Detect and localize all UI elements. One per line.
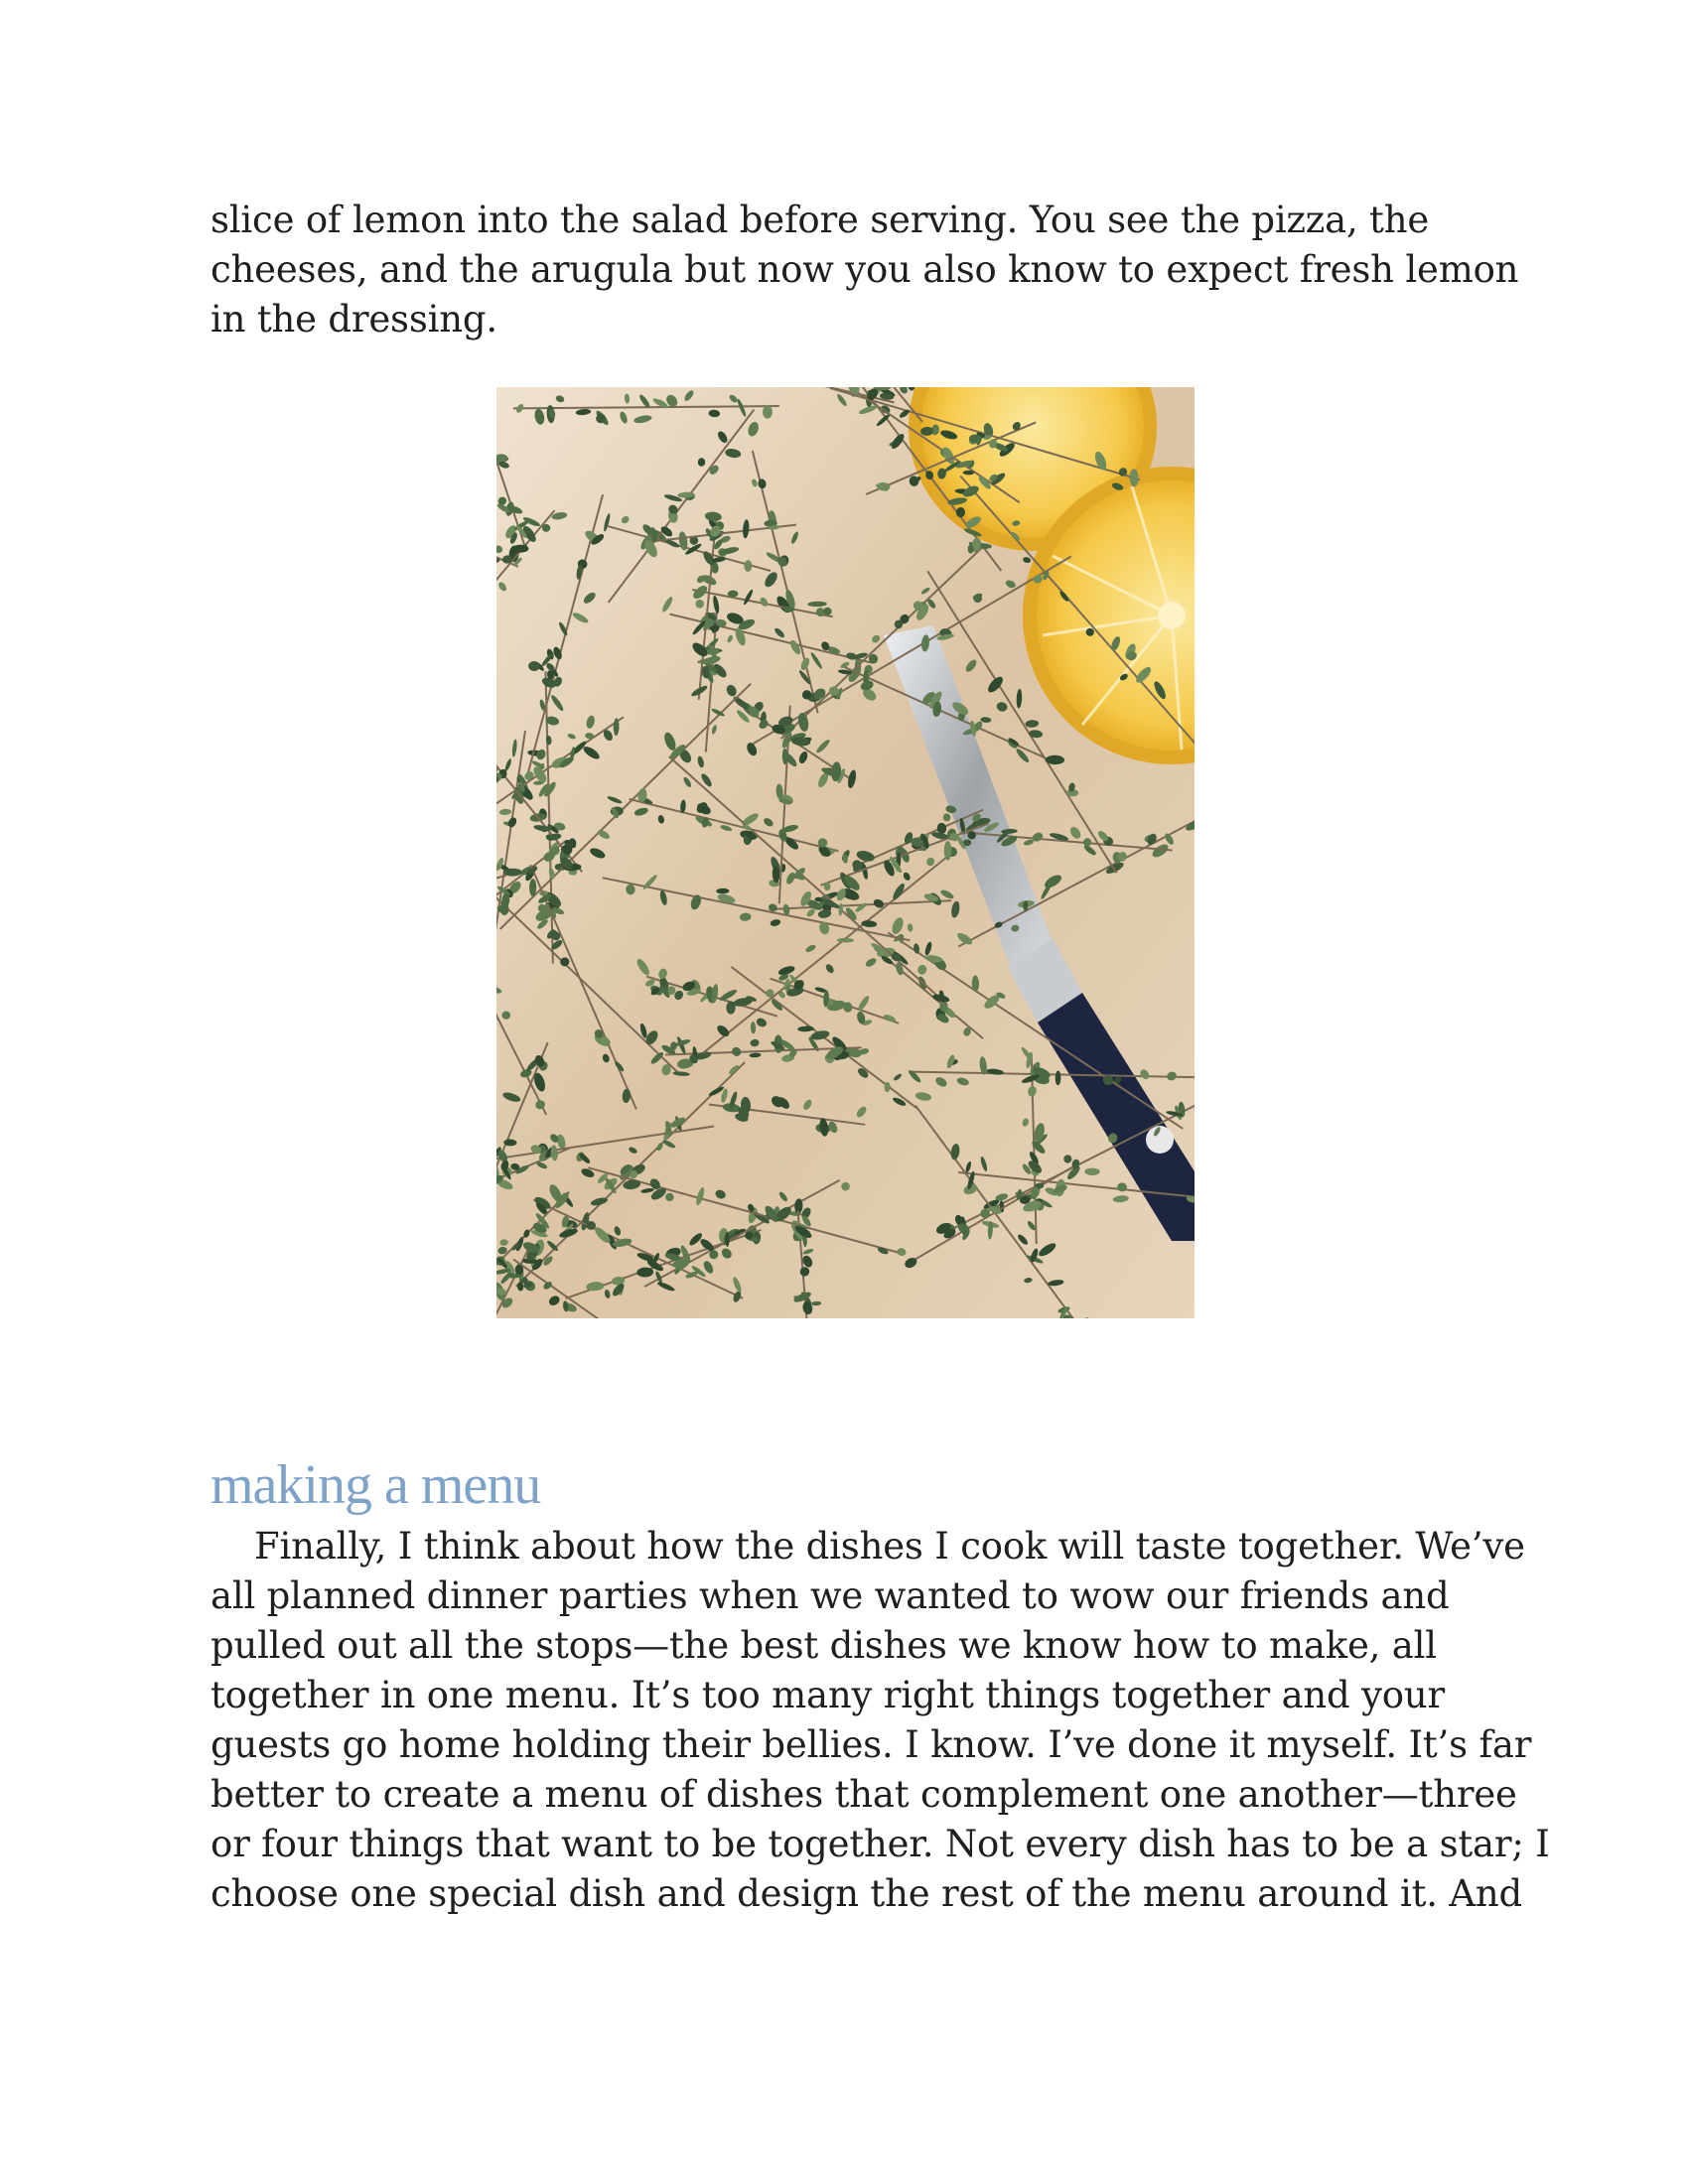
text-line: together in one menu. It’s too many right things together and your — [211, 1674, 1445, 1716]
text-line: guests go home holding their bellies. I know. I’ve done it myself. It’s far — [211, 1723, 1532, 1766]
text-line: or four things that want to be together. Not every dish has to be a star; I — [211, 1823, 1550, 1865]
body-paragraph — [211, 1522, 1550, 1919]
text-line: pulled out all the stops—the best dishes we know how to make, all — [211, 1624, 1437, 1667]
text-line: choose one special dish and design the rest of the menu around it. And — [211, 1872, 1523, 1915]
section-heading: making a menu — [211, 1454, 541, 1516]
thyme-lemon-photo — [496, 387, 1195, 1318]
text-line: slice of lemon into the salad before serving. You see the pizza, the — [211, 199, 1430, 241]
text-line: Finally, I think about how the dishes I cook will taste together. We’ve — [254, 1525, 1525, 1568]
text-line: in the dressing. — [211, 298, 497, 341]
text-line: better to create a menu of dishes that complement one another—three — [211, 1773, 1517, 1816]
text-line: cheeses, and the arugula but now you also know to expect fresh lemon — [211, 248, 1519, 291]
text-line: all planned dinner parties when we wanted to wow our friends and — [211, 1574, 1450, 1617]
intro-paragraph — [211, 196, 1519, 344]
